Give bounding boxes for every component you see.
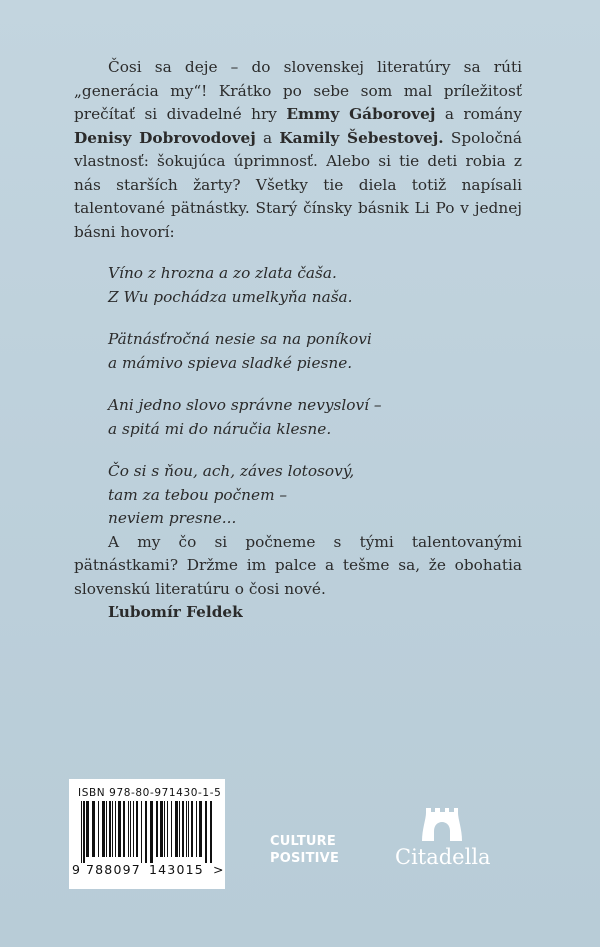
barcode-bar — [171, 801, 172, 857]
intro-segment: Čosi sa deje – do slovenskej literatúry sa rúti „generácia my“! Krátko po sebe som mal príležitosť prečítať si divadelné hry — [74, 58, 522, 123]
author-signature: Ľubomír Feldek — [108, 603, 243, 621]
barcode-bar — [164, 801, 165, 857]
isbn-barcode — [69, 779, 225, 889]
barcode-bar — [128, 801, 129, 857]
barcode-bar — [186, 801, 187, 857]
barcode-bar — [118, 801, 121, 857]
culture-positive-logo — [270, 833, 339, 867]
barcode-bar — [205, 801, 207, 863]
barcode-bar — [182, 801, 184, 857]
castle-tower-icon — [416, 805, 464, 843]
poem-line: Čo si s ňou, ach, záves lotosový, — [108, 462, 355, 480]
poem-line: tam za tebou počnem – — [108, 485, 288, 504]
barcode-bar — [102, 801, 105, 857]
barcode-bar — [81, 801, 82, 863]
barcode-bar — [196, 801, 197, 857]
poem — [108, 262, 522, 531]
barcode-bar — [188, 801, 189, 857]
author-name-dobrovodova: Denisy Dobrovodovej — [74, 128, 256, 147]
citadella-publisher-logo: Citadella — [395, 845, 491, 869]
barcode-bar — [160, 801, 163, 857]
poem-line: Víno z hrozna a zo zlata čaša. — [108, 264, 337, 282]
barcode-bar — [106, 801, 107, 857]
barcode-bar — [130, 801, 131, 857]
culture-logo-line: CULTURE — [270, 834, 336, 849]
barcode-bar — [175, 801, 178, 857]
barcode-bar — [109, 801, 111, 857]
barcode-bar — [123, 801, 125, 857]
poem-line: neviem presne... — [108, 509, 237, 527]
blurb-text — [74, 56, 522, 625]
outro-paragraph: A my čo si počneme s tými talentovanými pätnástkami? Držme im palce a tešme sa, že obohatia slovenskú literatúru o čosi nové. — [74, 532, 522, 598]
poem-stanza — [108, 262, 522, 309]
barcode-bar — [167, 801, 168, 857]
barcode-bar — [210, 801, 212, 863]
barcode-right-group: 143015 — [149, 862, 204, 877]
poem-stanza — [108, 394, 522, 441]
barcode-bar — [115, 801, 116, 857]
barcode-bars-icon — [81, 801, 215, 863]
barcode-bar — [191, 801, 193, 857]
poem-line: Z Wu pochádza umelkyňa naša. — [108, 287, 353, 306]
barcode-left-group: 788097 — [86, 862, 141, 877]
intro-segment: Spoločná vlastnosť: šokujúca úprimnosť. Alebo si tie deti robia z nás starších žarty? Všetky tie diela totiž napísali talentované pätnástky. Starý čínsky básnik Li Po v jednej básni hovorí: — [74, 128, 522, 241]
barcode-bar — [145, 801, 147, 863]
culture-logo-line: POSITIVE — [270, 851, 340, 866]
barcode-digits — [69, 862, 225, 876]
intro-paragraph — [74, 56, 522, 244]
barcode-trailing-mark: > — [213, 862, 224, 877]
poem-line: a mámivo spieva sladké piesne. — [108, 353, 353, 372]
barcode-bar — [112, 801, 113, 857]
barcode-first-digit: 9 — [72, 862, 80, 877]
barcode-bar — [133, 801, 134, 857]
barcode-bar — [98, 801, 99, 857]
barcode-bar — [92, 801, 95, 857]
barcode-bar — [83, 801, 85, 863]
poem-line: Pätnásťročná nesie sa na poníkovi — [108, 330, 372, 348]
poem-stanza — [108, 460, 522, 531]
poem-stanza — [108, 328, 522, 375]
barcode-bar — [150, 801, 153, 863]
barcode-bar — [179, 801, 180, 857]
intro-segment: a romány — [435, 105, 522, 123]
author-name-gaborova: Emmy Gáborovej — [286, 105, 436, 123]
poem-line: a spitá mi do náručia klesne. — [108, 419, 332, 438]
barcode-bar — [141, 801, 142, 863]
isbn-number: ISBN 978-80-971430-1-5 — [78, 787, 222, 799]
author-name-sebestova: Kamily Šebestovej. — [279, 128, 444, 147]
poem-line: Ani jedno slovo správne nevysloví – — [108, 396, 382, 414]
barcode-bar — [156, 801, 158, 857]
intro-segment: a — [255, 128, 280, 147]
barcode-bar — [86, 801, 89, 857]
barcode-bar — [199, 801, 202, 857]
barcode-bar — [136, 801, 138, 857]
